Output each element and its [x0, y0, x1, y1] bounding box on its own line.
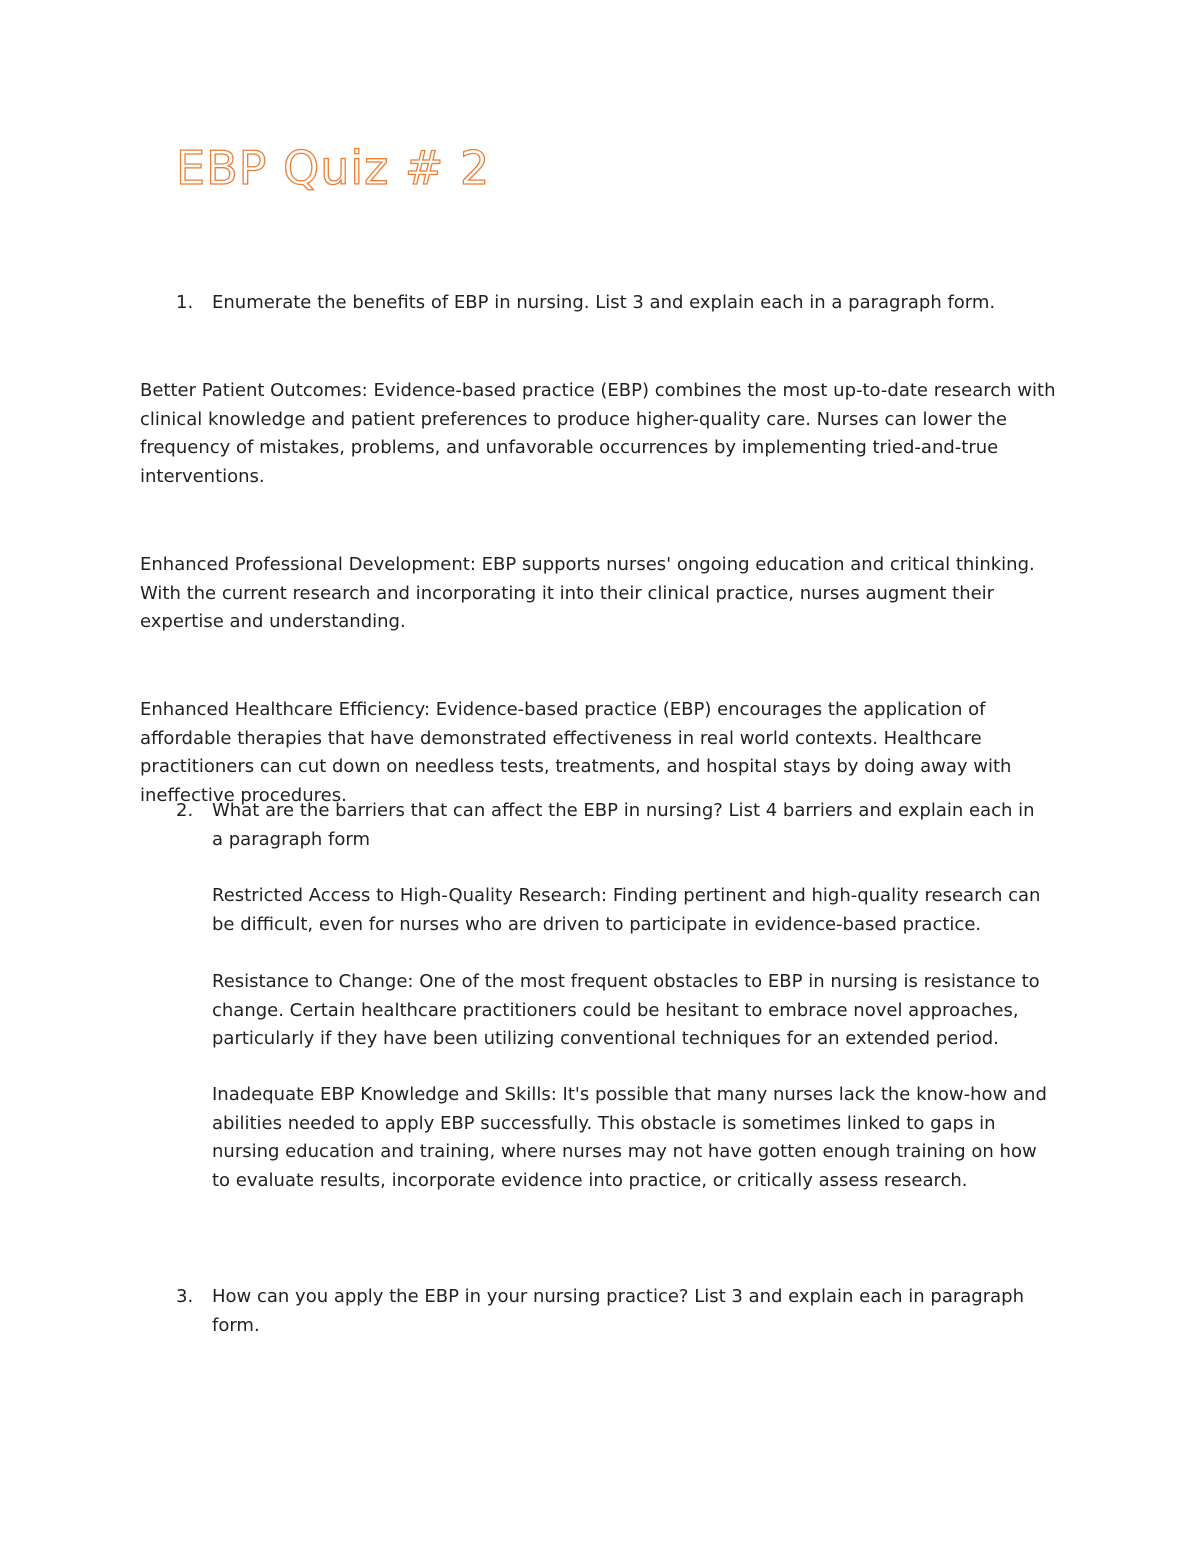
answer-1-2: Enhanced Professional Development: EBP supports nurses' ongoing education and critical thinking. With the current research and incorporating it into their clinical practice, nurses augment their expertise and understanding.: [140, 554, 1035, 632]
answer-2-1: Restricted Access to High-Quality Research: Finding pertinent and high-quality research can be difficult, even for nurses who are driven to participate in evidence-based practice.: [212, 885, 1041, 935]
answer-1-3: Enhanced Healthcare Efficiency: Evidence-based practice (EBP) encourages the application of affordable therapies that have demonstrated effectiveness in real world contexts. Healthcare practitioners can cut down on needless tests, treatments, and hospital stays by doing away with ineffective procedures.: [140, 699, 1012, 806]
answer-2-2: Resistance to Change: One of the most frequent obstacles to EBP in nursing is resistance to change. Certain healthcare practitioners could be hesitant to embrace novel approaches, particularly if they have been utilizing conventional techniques for an extended period.: [212, 971, 1040, 1049]
question-2-number: 2.: [176, 800, 194, 821]
question-2: [176, 797, 1036, 854]
document-title: EBP Quiz # 2: [176, 141, 491, 195]
question-1: [176, 289, 1036, 318]
question-2-text: What are the barriers that can affect the EBP in nursing? List 4 barriers and explain each in a paragraph form: [212, 800, 1035, 850]
question-3-number: 3.: [176, 1286, 194, 1307]
question-3: [176, 1283, 1036, 1340]
answer-2-3: Inadequate EBP Knowledge and Skills: It's possible that many nurses lack the know-how and abilities needed to apply EBP successfully. This obstacle is sometimes linked to gaps in nursing education and training, where nurses may not have gotten enough training on how to evaluate results, incorporate evidence into practice, or critically assess research.: [212, 1084, 1047, 1191]
question-1-text: Enumerate the benefits of EBP in nursing. List 3 and explain each in a paragraph form.: [212, 292, 996, 313]
answer-1-1: Better Patient Outcomes: Evidence-based practice (EBP) combines the most up-to-date research with clinical knowledge and patient preferences to produce higher-quality care. Nurses can lower the frequency of mistakes, problems, and unfavorable occurrences by implementing tried-and-true interventions.: [140, 380, 1056, 487]
question-1-number: 1.: [176, 292, 194, 313]
question-3-text: How can you apply the EBP in your nursing practice? List 3 and explain each in paragraph form.: [212, 1286, 1024, 1336]
